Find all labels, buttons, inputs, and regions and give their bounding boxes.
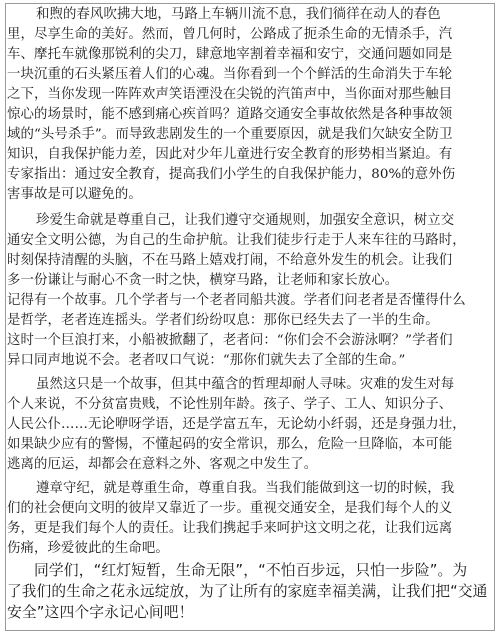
- text-line: 如果缺少应有的警惕，不懂起码的安全常识，那么，危险一旦降临，本可能: [7, 437, 453, 452]
- text-line: 知识，自我保护能力差，因此对少年儿童进行安全教育的形势相当紧迫。有: [7, 147, 453, 162]
- text-line: 害事故是可以避免的。: [7, 187, 142, 202]
- text-line: 多一份谦让与耐心不贪一时之快，横穿马路，让老师和家长放心。: [7, 273, 399, 288]
- text-line: 个人来说，不分贫富贵贱，不论性别年龄。孩子、学子、工人、知识分子、: [7, 397, 453, 412]
- text-line: 时刻保持清醒的头脑，不在马路上嬉戏打闹，不给意外发生的机会。让我们: [7, 253, 453, 268]
- text-line: 安全”这四个字永记心间吧！: [7, 604, 194, 621]
- text-line: 一块沉重的石头紧压着人们的心魂。当你看到一个个鲜活的生命消失于车轮: [7, 67, 453, 82]
- text-line: 们的社会便向文明的彼岸又靠近了一步。重视交通安全，是我们每个人的义: [7, 501, 453, 516]
- text-line: 域的“头号杀手”。而导致悲剧发生的一个重要原因，就是我们欠缺安全防卫: [7, 127, 453, 142]
- text-line: 虽然这只是一个故事，但其中蕴含的哲理却耐人寻味。灾难的发生对每: [36, 377, 455, 392]
- text-line: 是哲学，老者连连摇头。学者们纷纷叹息：那你已经失去了一半的生命。: [7, 313, 439, 328]
- text-line: 人民公仆……无论咿呀学语，还是学富五车，无论幼小纤弱，还是身强力壮，: [7, 417, 466, 432]
- text-line: 之下，当你发现一阵阵欢声笑语湮没在尖锐的汽笛声中，当你面对那些触目: [7, 87, 453, 102]
- text-line: 惊心的场景时，能不感到痛心疾首吗？道路交通安全事故依然是各种事故领: [7, 107, 453, 122]
- text-line: 逃离的厄运，却都会在意料之外、客观之中发生了。: [7, 457, 318, 472]
- text-line: 车、摩托车就像那锐利的尖刀，肆意地宰割着幸福和安宁，交通问题如同是: [7, 47, 453, 62]
- text-line: 记得有一个故事。几个学者与一个老者同船共渡。学者们问老者是否懂得什么: [7, 293, 466, 308]
- text-line: 了我们的生命之花永远绽放，为了让所有的家庭幸福美满，让我们把“交通: [7, 583, 488, 600]
- text-line: 和煦的春风吹拂大地，马路上车辆川流不息，我们徜徉在动人的春色: [36, 7, 441, 22]
- text-line: 伤痛，珍爱彼此的生命吧。: [7, 541, 169, 556]
- text-line: 专家指出：通过安全教育，提高我们小学生的自我保护能力，80%的意外伤: [7, 167, 456, 182]
- text-line: 里，尽享生命的美好。然而，曾几何时，公路成了扼杀生命的无情杀手，汽: [7, 27, 453, 42]
- text-line: 务，更是我们每个人的责任。让我们携起手来呵护这文明之花，让我们远离: [7, 521, 453, 536]
- text-line: 通安全文明公德，为自己的生命护航。让我们徒步行走于人来车往的马路时，: [7, 233, 466, 248]
- text-line: 遵章守纪，就是尊重生命，尊重自我。当我们能做到这一切的时候，我: [36, 481, 455, 496]
- text-line: 珍爱生命就是尊重自己，让我们遵守交通规则，加强安全意识，树立交: [36, 213, 455, 228]
- text-line: 异口同声地说不会。老者叹口气说：“那你们就失去了全部的生命。”: [7, 353, 406, 368]
- text-line: 这时一个巨浪打来，小船被掀翻了，老者问：“你们会不会游泳啊？”学者们: [7, 333, 453, 348]
- text-line: 同学们，“红灯短暂，生命无限”，“不怕百步远，只怕一步险”。为: [34, 562, 468, 579]
